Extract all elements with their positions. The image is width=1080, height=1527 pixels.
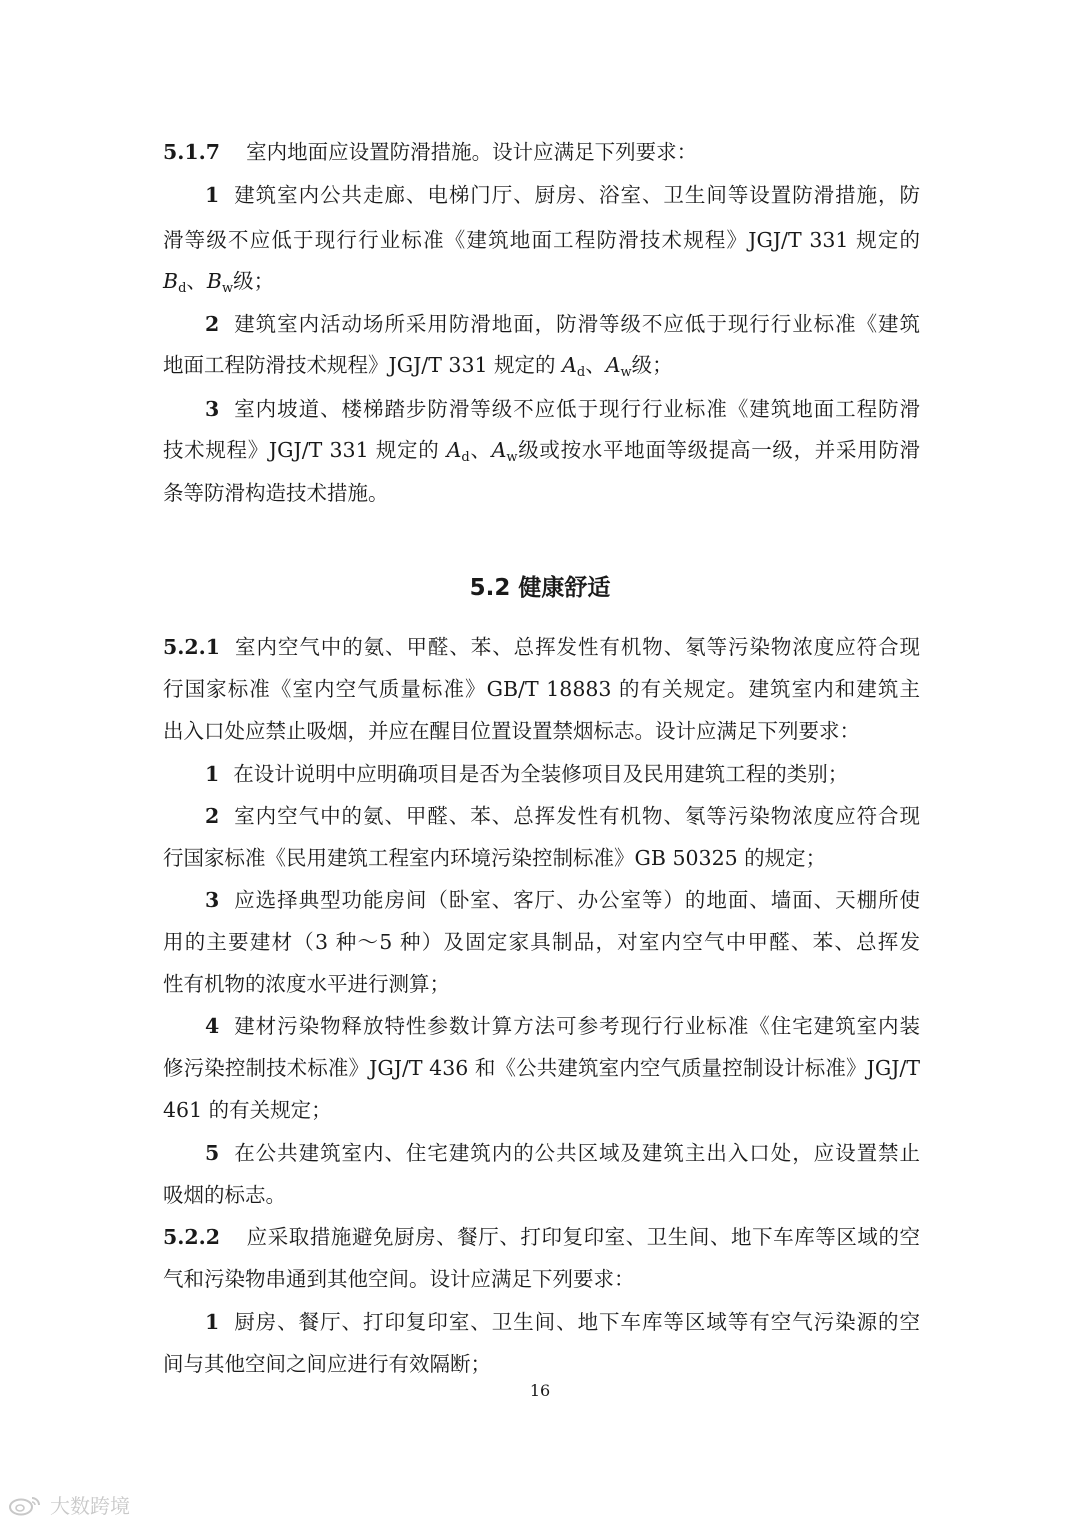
clause-text: 室内地面应设置防滑措施。设计应满足下列要求： [246, 140, 698, 164]
clause-521-item-4-line-2: 修污染控制技术标准》JGJ/T 436 和《公共建筑室内空气质量控制设计标准》JGJ/T [163, 1056, 920, 1080]
clause-517-item-1-line-2: 滑等级不应低于现行行业标准《建筑地面工程防滑技术规程》JGJ/T 331 规定的 [163, 228, 920, 252]
symbol-b: B [206, 269, 222, 293]
item-number: 1 [205, 1310, 220, 1334]
symbol-a: A [491, 438, 507, 462]
item-text: 建材污染物释放特性参数计算方法可参考现行行业标准《住宅建筑室内装 [233, 1014, 920, 1038]
item-text: 建筑室内活动场所采用防滑地面，防滑等级不应低于现行行业标准《建筑 [233, 312, 920, 336]
subscript-d: d [178, 281, 187, 296]
subscript-w: w [506, 450, 518, 465]
clause-517-item-2-line-1 [205, 309, 920, 339]
item-text: 应选择典型功能房间（卧室、客厅、办公室等）的地面、墙面、天棚所使 [233, 888, 920, 912]
clause-521-item-3-line-2: 用的主要建材（3 种～5 种）及固定家具制品，对室内空气中甲醛、苯、总挥发 [163, 930, 920, 954]
clause-521-item-5-line-2: 吸烟的标志。 [163, 1183, 286, 1207]
item-text: 地面工程防滑技术规程》JGJ/T 331 规定的 [163, 353, 563, 377]
item-text: 厨房、餐厅、打印复印室、卫生间、地下车库等区域等有空气污染源的空 [233, 1310, 920, 1334]
item-number: 4 [205, 1014, 220, 1038]
item-text: 室内空气中的氨、甲醛、苯、总挥发性有机物、氡等污染物浓度应符合现 [233, 804, 920, 828]
section-title: 5.2 健康舒适 [469, 575, 611, 601]
clause-522-line-2: 气和污染物串通到其他空间。设计应满足下列要求： [163, 1267, 635, 1291]
item-text: 技术规程》JGJ/T 331 规定的 [163, 438, 447, 462]
item-text: 在设计说明中应明确项目是否为全装修项目及民用建筑工程的类别； [233, 762, 849, 786]
subscript-d: d [461, 450, 470, 465]
item-number: 1 [205, 762, 220, 786]
symbol-a: A [562, 353, 577, 377]
item-text: 级； [233, 269, 275, 293]
separator: 、 [585, 353, 606, 377]
subscript-w: w [620, 365, 632, 380]
clause-517-item-1-line-3 [163, 266, 920, 296]
item-number: 3 [205, 888, 220, 912]
subscript-w: w [221, 281, 234, 296]
clause-517-item-2-line-2 [163, 350, 920, 380]
clause-522-item-1-line-2: 间与其他空间之间应进行有效隔断； [163, 1352, 491, 1376]
clause-number: 5.2.2 [163, 1225, 221, 1249]
clause-521-item-2-line-2: 行国家标准《民用建筑工程室内环境污染控制标准》GB 50325 的规定； [163, 846, 827, 870]
item-number: 3 [205, 397, 220, 421]
item-number: 2 [205, 312, 220, 336]
clause-521-item-4-line-3: 461 的有关规定； [163, 1098, 332, 1122]
symbol-a: A [605, 353, 621, 377]
clause-521-line-1 [163, 632, 920, 662]
clause-number: 5.1.7 [163, 140, 221, 164]
clause-521-item-1-line-1 [205, 759, 920, 789]
item-text: 建筑室内公共走廊、电梯门厅、厨房、浴室、卫生间等设置防滑措施，防 [233, 183, 920, 207]
symbol-a: A [446, 438, 462, 462]
clause-text: 室内空气中的氨、甲醛、苯、总挥发性有机物、氡等污染物浓度应符合现 [234, 635, 920, 659]
separator: 、 [186, 269, 207, 293]
clause-517-item-1-line-1 [205, 180, 920, 210]
clause-521-line-2: 行国家标准《室内空气质量标准》GB/T 18883 的有关规定。建筑室内和建筑主 [163, 677, 920, 701]
page-number: 16 [529, 1381, 551, 1400]
subscript-d: d [576, 365, 586, 380]
item-text: 级； [631, 353, 673, 377]
weibo-logo-icon [8, 1494, 44, 1516]
clause-text: 应采取措施避免厨房、餐厅、打印复印室、卫生间、地下车库等区域的空 [246, 1225, 920, 1249]
clause-517-heading [163, 137, 920, 167]
clause-521-item-5-line-1 [205, 1138, 920, 1168]
clause-522-line-1 [163, 1222, 920, 1252]
separator: 、 [469, 438, 492, 462]
clause-521-item-2-line-1 [205, 801, 920, 831]
clause-517-item-3-line-1 [205, 394, 920, 424]
watermark [8, 1490, 130, 1519]
item-number: 1 [205, 183, 220, 207]
item-text: 室内坡道、楼梯踏步防滑等级不应低于现行行业标准《建筑地面工程防滑 [233, 397, 920, 421]
clause-522-item-1-line-1 [205, 1307, 920, 1337]
clause-521-item-3-line-3: 性有机物的浓度水平进行测算； [163, 972, 450, 996]
clause-521-line-3: 出入口处应禁止吸烟，并应在醒目位置设置禁烟标志。设计应满足下列要求： [163, 719, 860, 743]
watermark-text: 大数跨境 [50, 1494, 130, 1518]
clause-517-item-3-line-2 [163, 435, 920, 465]
item-text: 在公共建筑室内、住宅建筑内的公共区域及建筑主出入口处，应设置禁止 [233, 1141, 920, 1165]
clause-521-item-3-line-1 [205, 885, 920, 915]
clause-number: 5.2.1 [163, 635, 221, 659]
symbol-b: B [163, 269, 179, 293]
item-number: 2 [205, 804, 220, 828]
clause-521-item-4-line-1 [205, 1011, 920, 1041]
clause-517-item-3-line-3: 条等防滑构造技术措施。 [163, 481, 389, 505]
item-number: 5 [205, 1141, 220, 1165]
item-text: 级或按水平地面等级提高一级，并采用防滑 [517, 438, 921, 462]
